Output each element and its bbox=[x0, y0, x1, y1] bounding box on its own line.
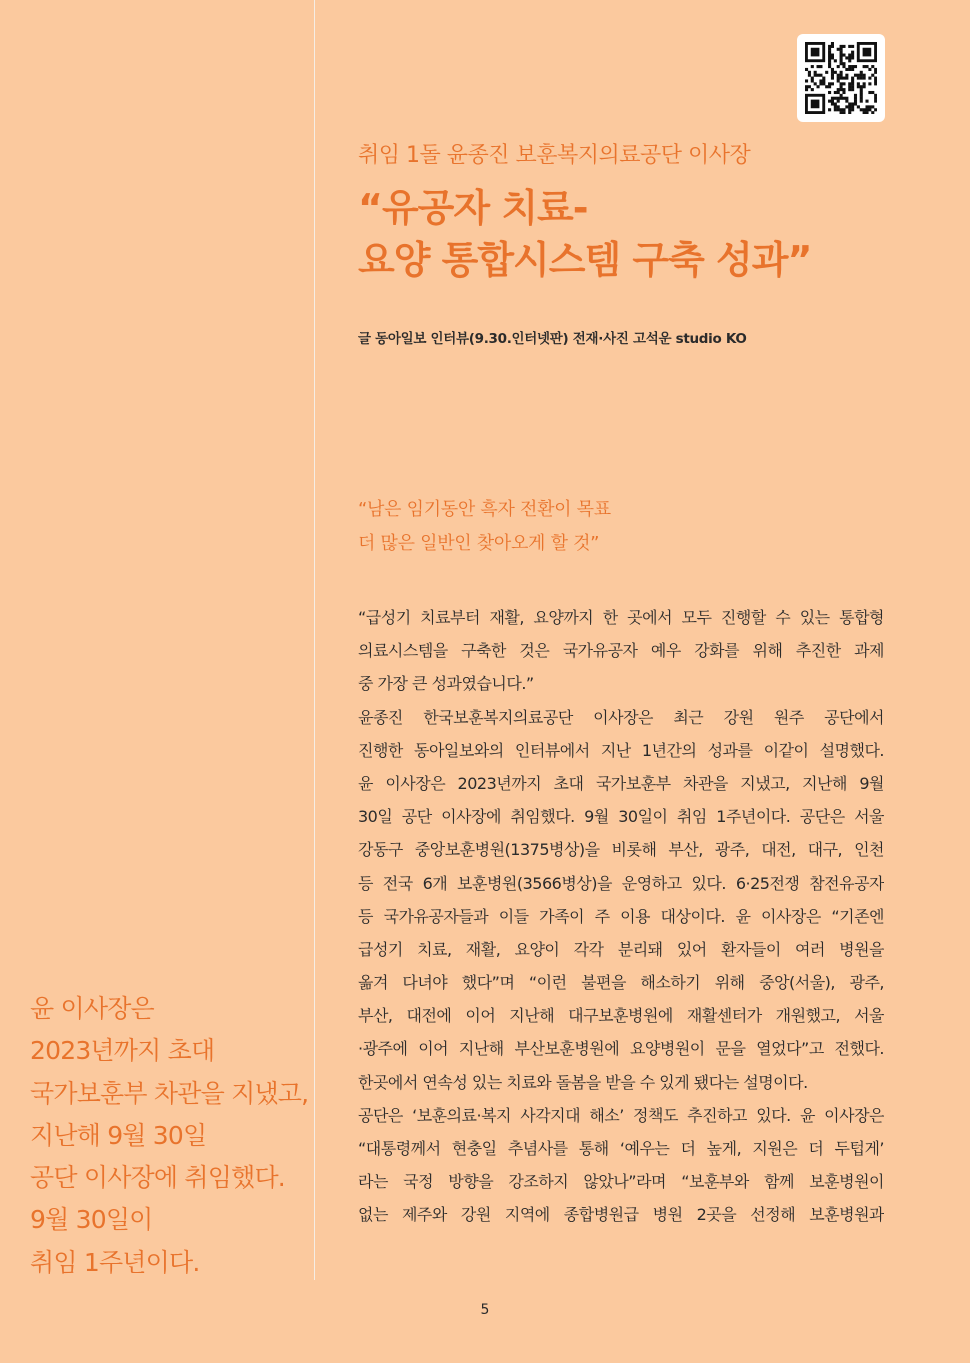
title-line: 요양 통합시스템 구축 성과” bbox=[358, 238, 812, 282]
subhead-line: “남은 임기동안 흑자 전환이 목표 bbox=[358, 499, 611, 520]
pull-quote bbox=[30, 988, 308, 1284]
column-divider bbox=[314, 0, 315, 1280]
body-line: 등 국가유공자들과 이들 가족이 주 이용 대상이다. 윤 이사장은 “기존엔 bbox=[358, 906, 884, 926]
body-line: 등 전국 6개 보훈병원(3566병상)을 운영하고 있다. 6·25전쟁 참전유공자 bbox=[358, 873, 884, 893]
qr-code-graphic bbox=[805, 42, 877, 114]
body-line: 부산, 대전에 이어 지난해 대구보훈병원에 재활센터가 개원했고, 서울 bbox=[358, 1006, 884, 1026]
article-body bbox=[358, 601, 884, 1232]
article-kicker: 취임 1돌 윤종진 보훈복지의료공단 이사장 bbox=[358, 143, 751, 168]
body-line: “급성기 치료부터 재활, 요양까지 한 곳에서 모두 진행할 수 있는 통합형 bbox=[358, 608, 884, 627]
byline: 글 동아일보 인터뷰(9.30.인터넷판) 전재·사진 고석운 studio KO bbox=[358, 331, 747, 347]
body-line: 윤종진 한국보훈복지의료공단 이사장은 최근 강원 원주 공단에서 bbox=[358, 707, 884, 727]
body-line: 30일 공단 이사장에 취임했다. 9월 30일이 취임 1주년이다. 공단은 서울 bbox=[358, 807, 884, 827]
pull-quote-line: 공단 이사장에 취임했다. bbox=[30, 1163, 285, 1193]
body-line: 없는 제주와 강원 지역에 종합병원급 병원 2곳을 선정해 보훈병원과 bbox=[358, 1205, 884, 1225]
pull-quote-line: 2023년까지 초대 bbox=[30, 1036, 215, 1066]
body-line: 강동구 중앙보훈병원(1375병상)을 비롯해 부산, 광주, 대전, 대구, 인천 bbox=[358, 840, 884, 860]
page-number: 5 bbox=[480, 1302, 490, 1318]
pull-quote-line: 윤 이사장은 bbox=[30, 994, 154, 1023]
subhead-line: 더 많은 일반인 찾아오게 할 것” bbox=[358, 533, 600, 554]
body-line: 윤 이사장은 2023년까지 초대 국가보훈부 차관을 지냈고, 지난해 9월 bbox=[358, 773, 884, 793]
body-line: 중 가장 큰 성과였습니다.” bbox=[358, 674, 534, 694]
body-line: 옮겨 다녀야 했다”며 “이런 불편을 해소하기 위해 중앙(서울), 광주, bbox=[358, 973, 884, 993]
body-line: “대통령께서 현충일 추념사를 통해 ‘예우는 더 높게, 지원은 더 두텁게’ bbox=[358, 1139, 884, 1158]
pull-quote-line: 지난해 9월 30일 bbox=[30, 1120, 207, 1150]
qr-code-icon bbox=[797, 34, 885, 122]
pull-quote-line: 9월 30일이 bbox=[30, 1205, 153, 1235]
body-line: 라는 국정 방향을 강조하지 않았나”라며 “보훈부와 함께 보훈병원이 bbox=[358, 1172, 884, 1192]
body-line: 의료시스템을 구축한 것은 국가유공자 예우 강화를 위해 추진한 과제 bbox=[358, 641, 884, 661]
pull-quote-line: 국가보훈부 차관을 지냈고, bbox=[30, 1078, 309, 1108]
article-title bbox=[358, 182, 811, 286]
body-line: 한곳에서 연속성 있는 치료와 돌봄을 받을 수 있게 됐다는 설명이다. bbox=[358, 1072, 808, 1092]
body-line: 진행한 동아일보와의 인터뷰에서 지난 1년간의 성과를 이같이 설명했다. bbox=[358, 740, 884, 760]
title-line: “유공자 치료- bbox=[358, 186, 588, 230]
body-line: ·광주에 이어 지난해 부산보훈병원에 요양병원이 문을 열었다”고 전했다. bbox=[358, 1039, 884, 1059]
pull-quote-line: 취임 1주년이다. bbox=[30, 1247, 200, 1277]
body-line: 급성기 치료, 재활, 요양이 각각 분리돼 있어 환자들이 여러 병원을 bbox=[358, 939, 884, 959]
body-line: 공단은 ‘보훈의료·복지 사각지대 해소’ 정책도 추진하고 있다. 윤 이사장은 bbox=[358, 1105, 884, 1125]
subheadline bbox=[358, 493, 611, 561]
